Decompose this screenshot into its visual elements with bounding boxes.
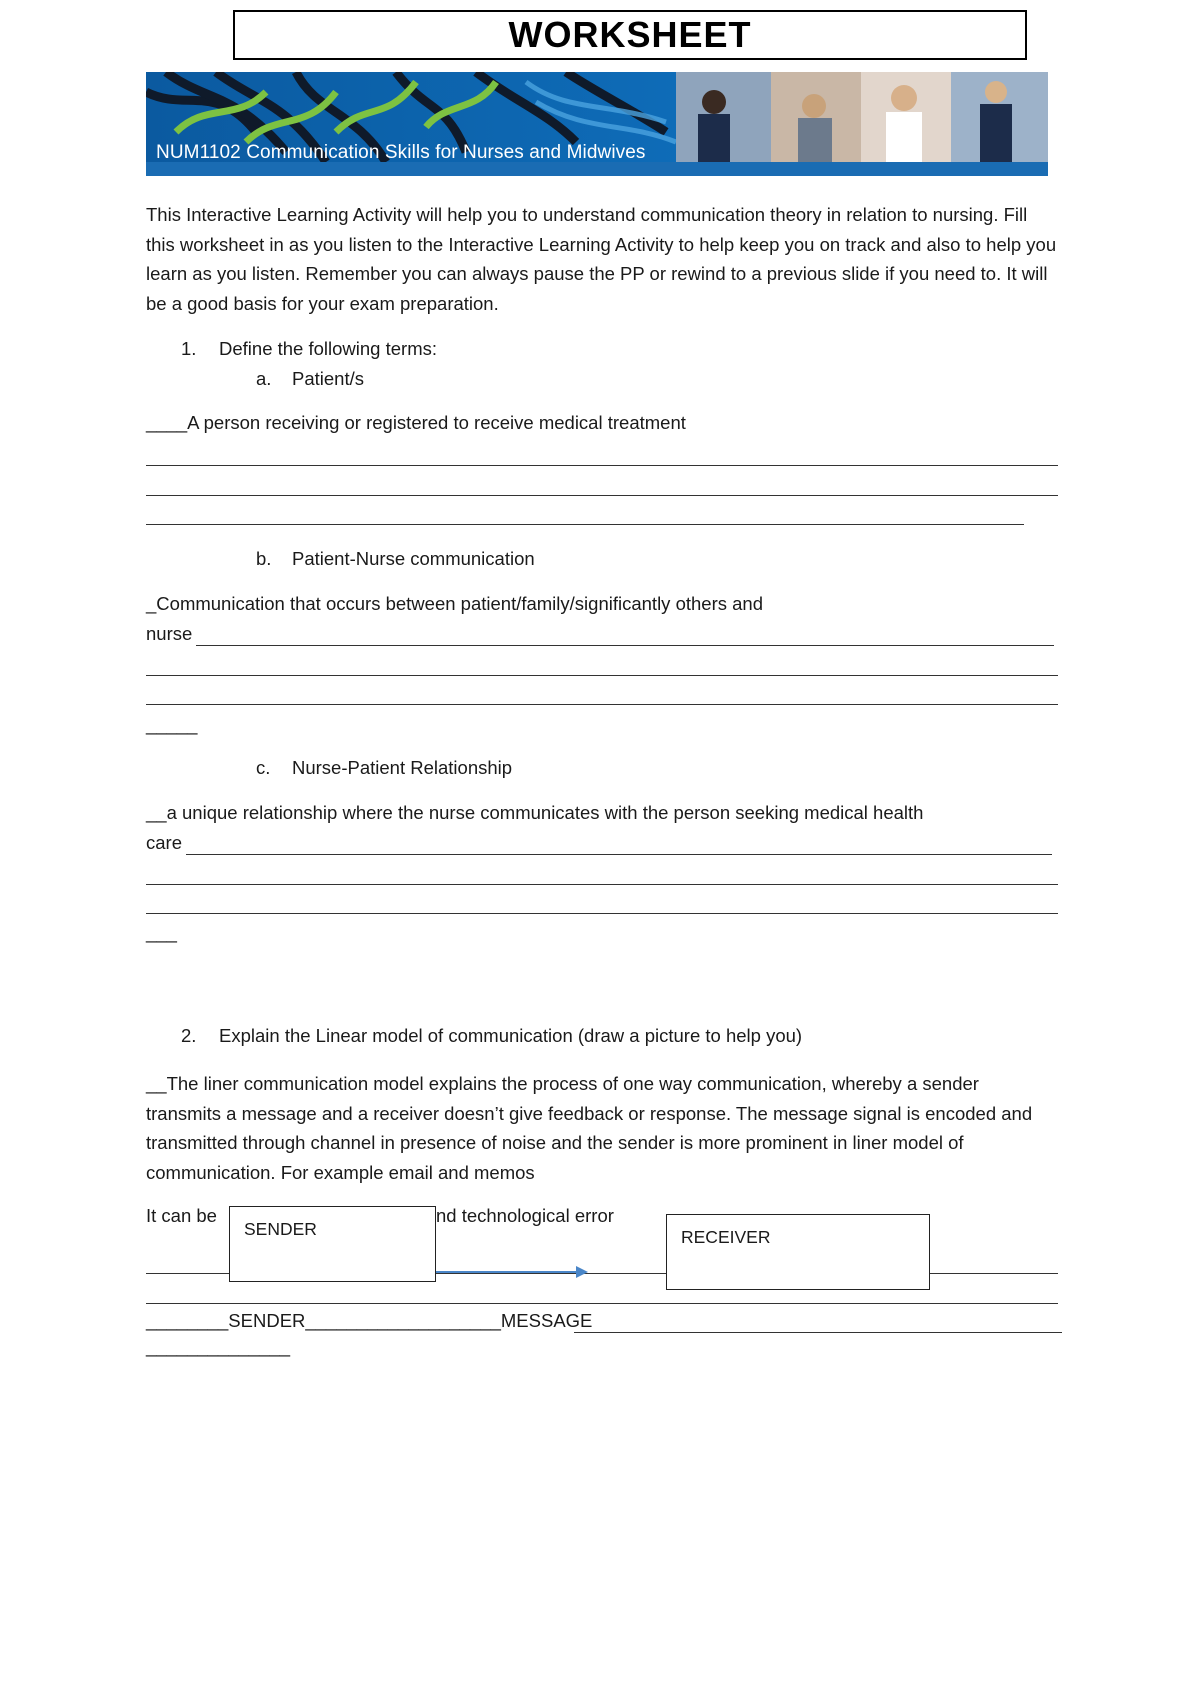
q2-bottom-tail: ______________ xyxy=(146,1336,291,1357)
q1c-term: Nurse-Patient Relationship xyxy=(292,757,513,778)
q1b-letter: b. xyxy=(256,548,272,569)
answer-line xyxy=(574,1332,1062,1333)
q1-number: 1. xyxy=(181,338,197,359)
answer-line xyxy=(146,1303,1058,1304)
intro-paragraph: This Interactive Learning Activity will help you to understand communication theory in relation to nursing. Fill this worksheet in as you listen to the Interactive Learning Activity to help keep you on track and also to help you learn as you listen. Remember you can always pause the PP or rewind to a previous slide if you need to. It will be a good basis for your exam preparation. xyxy=(146,204,1057,314)
answer-line xyxy=(146,465,1058,466)
q2-number: 2. xyxy=(181,1025,197,1046)
q1b-answer-line2: nurse xyxy=(146,623,193,644)
sender-box-label: SENDER xyxy=(244,1219,317,1239)
answer-line xyxy=(146,675,1058,676)
q1c-answer-line2: care xyxy=(146,832,182,853)
q2-partial-left: It can be xyxy=(146,1205,217,1226)
sender-box xyxy=(229,1206,436,1282)
q1a-letter: a. xyxy=(256,368,272,389)
answer-line xyxy=(146,884,1058,885)
q2-partial-right: nd technological error xyxy=(436,1205,614,1226)
q1b-term: Patient-Nurse communication xyxy=(292,548,535,569)
q1b-answer-line1: _Communication that occurs between patient/family/significantly others and xyxy=(146,593,763,614)
worksheet-title-box xyxy=(233,10,1027,60)
q2-prompt: Explain the Linear model of communication (draw a picture to help you) xyxy=(219,1025,803,1046)
course-title: NUM1102 Communication Skills for Nurses and Midwives xyxy=(156,142,646,163)
answer-line xyxy=(146,495,1058,496)
message-arrow xyxy=(436,1262,668,1282)
q1-prompt: Define the following terms: xyxy=(219,338,437,359)
q2-answer: __The liner communication model explains the process of one way communication, whereby a sender transmits a message and a receiver doesn’t give feedback or response. The message signal is encoded and transmitted through channel in presence of noise and the sender is more prominent in liner model of communication. For example email and memos xyxy=(146,1073,1033,1183)
receiver-box xyxy=(666,1214,930,1290)
answer-line xyxy=(146,913,1058,914)
worksheet-title: WORKSHEET xyxy=(508,14,752,55)
q1b-tail: _____ xyxy=(146,714,198,735)
q1a-answer: ____A person receiving or registered to receive medical treatment xyxy=(146,412,686,433)
q1c-letter: c. xyxy=(256,757,271,778)
answer-line xyxy=(186,854,1052,855)
q2-bottom-labels: ________SENDER___________________MESSAGE xyxy=(146,1310,593,1331)
receiver-box-label: RECEIVER xyxy=(681,1227,771,1247)
course-banner xyxy=(146,72,1048,176)
q1c-tail: ___ xyxy=(146,922,177,943)
answer-line xyxy=(196,645,1054,646)
answer-line xyxy=(146,704,1058,705)
q1a-term: Patient/s xyxy=(292,368,364,389)
answer-line xyxy=(146,524,1024,525)
q1c-answer-line1: __a unique relationship where the nurse communicates with the person seeking medical health xyxy=(146,802,924,823)
